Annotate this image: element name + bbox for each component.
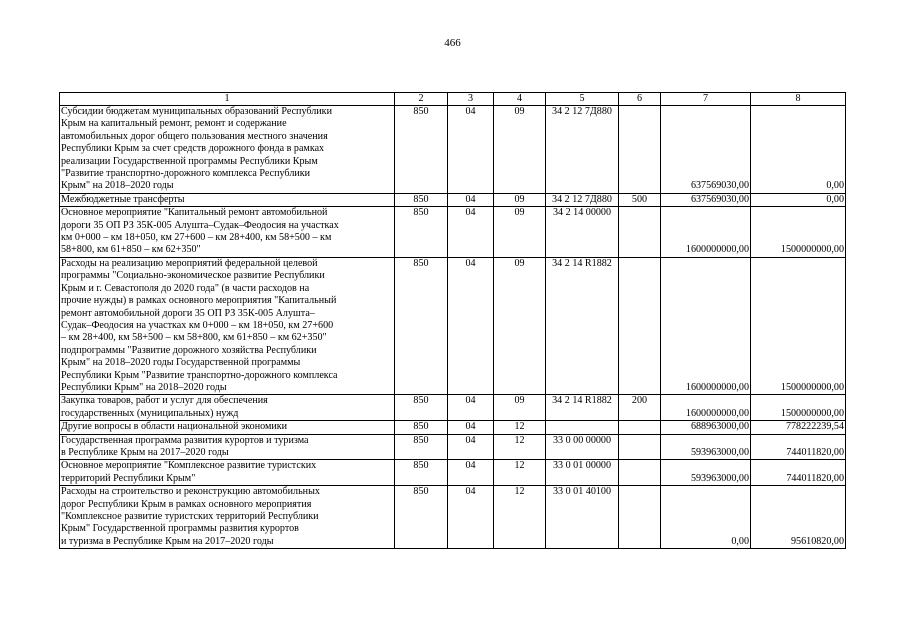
amount-2020: 0,00	[751, 193, 846, 206]
budget-table	[59, 92, 846, 549]
ministry-code: 850	[395, 460, 448, 486]
table-row	[60, 106, 846, 194]
target-article-code: 34 2 12 7Д880	[546, 193, 619, 206]
header-cell: 4	[494, 93, 546, 106]
description-line: прочие нужды) в рамках основного мероприятия "Капитальный	[61, 295, 337, 307]
description-line: Субсидии бюджетам муниципальных образований Республики	[61, 106, 332, 117]
table-row	[60, 460, 846, 486]
description-line: и туризма в Республике Крым на 2017–2020 годы	[61, 535, 274, 547]
description-line: км 0+000 – км 18+050, км 27+600 – км 28+400, км 58+500 – км	[61, 232, 332, 244]
row-description	[60, 106, 395, 194]
description-line: 58+800, км 61+850 – км 62+350"	[61, 244, 201, 256]
amount-2019: 593963000,00	[661, 460, 751, 486]
description-line: Государственная программа развития курортов и туризма	[61, 434, 309, 446]
ministry-code: 850	[395, 395, 448, 421]
description-line: Межбюджетные трансферты	[61, 193, 185, 205]
row-description	[60, 460, 395, 486]
description-line: автомобильных дорог общего пользования местного значения	[61, 130, 328, 142]
row-description	[60, 486, 395, 549]
table-row	[60, 193, 846, 206]
target-article-code: 34 2 14 00000	[546, 207, 619, 258]
description-line: Крым" на 2018–2020 годы	[61, 180, 174, 192]
description-line: "Развитие транспортно-дорожного комплекса Республики	[61, 168, 311, 180]
ministry-code: 850	[395, 421, 448, 434]
section-code: 04	[448, 193, 494, 206]
description-line: ремонт автомобильной дороги 35 ОП РЗ 35К-005 Алушта–	[61, 307, 315, 319]
description-line: Крым" на 2018–2020 годы Государственной программы	[61, 357, 301, 369]
description-line: в Республике Крым на 2017–2020 годы	[61, 446, 229, 458]
amount-2020: 1500000000,00	[751, 257, 846, 394]
description-line: Крым" Государственной программы развития курортов	[61, 523, 299, 535]
expense-type-code	[619, 257, 661, 394]
header-cell: 7	[661, 93, 751, 106]
section-code: 04	[448, 486, 494, 549]
subsection-code: 09	[494, 257, 546, 394]
amount-2019: 637569030,00	[661, 193, 751, 206]
table-row	[60, 434, 846, 460]
header-cell: 8	[751, 93, 846, 106]
description-line: Крым на капитальный ремонт, ремонт и содержание	[61, 118, 287, 130]
row-description	[60, 207, 395, 258]
amount-2020: 744011820,00	[751, 434, 846, 460]
target-article-code: 33 0 01 40100	[546, 486, 619, 549]
subsection-code: 09	[494, 395, 546, 421]
amount-2019: 593963000,00	[661, 434, 751, 460]
description-line: территорий Республики Крым"	[61, 472, 196, 484]
expense-type-code	[619, 486, 661, 549]
amount-2019: 1600000000,00	[661, 395, 751, 421]
amount-2020: 0,00	[751, 106, 846, 194]
header-cell: 2	[395, 93, 448, 106]
subsection-code: 12	[494, 486, 546, 549]
header-cell: 5	[546, 93, 619, 106]
amount-2020: 778222239,54	[751, 421, 846, 434]
ministry-code: 850	[395, 257, 448, 394]
row-description	[60, 257, 395, 394]
target-article-code: 34 2 12 7Д880	[546, 106, 619, 194]
subsection-code: 12	[494, 460, 546, 486]
amount-2020: 744011820,00	[751, 460, 846, 486]
table-row	[60, 421, 846, 434]
expense-type-code	[619, 434, 661, 460]
section-code: 04	[448, 106, 494, 194]
header-cell: 3	[448, 93, 494, 106]
page-number: 466	[444, 37, 461, 49]
description-line: Закупка товаров, работ и услуг для обеспечения	[61, 395, 268, 407]
ministry-code: 850	[395, 106, 448, 194]
row-description	[60, 395, 395, 421]
target-article-code: 34 2 14 R1882	[546, 257, 619, 394]
section-code: 04	[448, 257, 494, 394]
description-line: Другие вопросы в области национальной экономики	[61, 421, 288, 433]
row-description	[60, 434, 395, 460]
subsection-code: 12	[494, 421, 546, 434]
expense-type-code: 200	[619, 395, 661, 421]
row-description	[60, 421, 395, 434]
header-cell: 6	[619, 93, 661, 106]
description-line: Основное мероприятие "Капитальный ремонт автомобильной	[61, 207, 328, 219]
description-line: дороги 35 ОП РЗ 35К-005 Алушта–Судак–Феодосия на участках	[61, 219, 339, 231]
subsection-code: 09	[494, 193, 546, 206]
row-description	[60, 193, 395, 206]
ministry-code: 850	[395, 193, 448, 206]
description-line: Крым и г. Севастополя до 2020 года" (в части расходов на	[61, 282, 310, 294]
amount-2019: 688963000,00	[661, 421, 751, 434]
target-article-code: 33 0 01 00000	[546, 460, 619, 486]
expense-type-code	[619, 207, 661, 258]
amount-2019: 637569030,00	[661, 106, 751, 194]
target-article-code	[546, 421, 619, 434]
section-code: 04	[448, 460, 494, 486]
description-line: Республики Крым "Развитие транспортно-дорожного комплекса	[61, 369, 338, 381]
description-line: дорог Республики Крым в рамках основного мероприятия	[61, 498, 312, 510]
description-line: государственных (муниципальных) нужд	[61, 407, 239, 419]
description-line: реализации Государственной программы Республики Крым	[61, 155, 318, 167]
expense-type-code	[619, 421, 661, 434]
amount-2019: 1600000000,00	[661, 207, 751, 258]
table-body	[60, 93, 846, 549]
description-line: Судак–Феодосия на участках км 0+000 – км 18+050, км 27+600	[61, 319, 334, 331]
target-article-code: 33 0 00 00000	[546, 434, 619, 460]
expense-type-code	[619, 106, 661, 194]
amount-2019: 0,00	[661, 486, 751, 549]
table-row	[60, 486, 846, 549]
subsection-code: 12	[494, 434, 546, 460]
description-line: Расходы на реализацию мероприятий федеральной целевой	[61, 257, 318, 269]
description-line: "Комплексное развитие туристских территорий Республики	[61, 511, 319, 522]
subsection-code: 09	[494, 106, 546, 194]
ministry-code: 850	[395, 434, 448, 460]
amount-2020: 1500000000,00	[751, 207, 846, 258]
description-line: Республики Крым за счет средств дорожного фонда в рамках	[61, 143, 325, 155]
amount-2020: 95610820,00	[751, 486, 846, 549]
header-row	[60, 93, 846, 106]
description-line: программы "Социально-экономическое развитие Республики	[61, 270, 325, 282]
ministry-code: 850	[395, 207, 448, 258]
description-line: Республики Крым" на 2018–2020 годы	[61, 381, 227, 393]
header-cell: 1	[60, 93, 395, 106]
subsection-code: 09	[494, 207, 546, 258]
table-row	[60, 207, 846, 258]
expense-type-code	[619, 460, 661, 486]
description-line: – км 28+400, км 58+500 – км 58+800, км 61+850 – км 62+350"	[61, 332, 327, 344]
expense-type-code: 500	[619, 193, 661, 206]
section-code: 04	[448, 434, 494, 460]
ministry-code: 850	[395, 486, 448, 549]
target-article-code: 34 2 14 R1882	[546, 395, 619, 421]
table-row	[60, 257, 846, 394]
description-line: Расходы на строительство и реконструкцию автомобильных	[61, 486, 320, 498]
amount-2019: 1600000000,00	[661, 257, 751, 394]
section-code: 04	[448, 421, 494, 434]
section-code: 04	[448, 207, 494, 258]
description-line: Основное мероприятие "Комплексное развитие туристских	[61, 460, 317, 472]
description-line: подпрограммы "Развитие дорожного хозяйства Республики	[61, 344, 317, 356]
table-row	[60, 395, 846, 421]
amount-2020: 1500000000,00	[751, 395, 846, 421]
section-code: 04	[448, 395, 494, 421]
